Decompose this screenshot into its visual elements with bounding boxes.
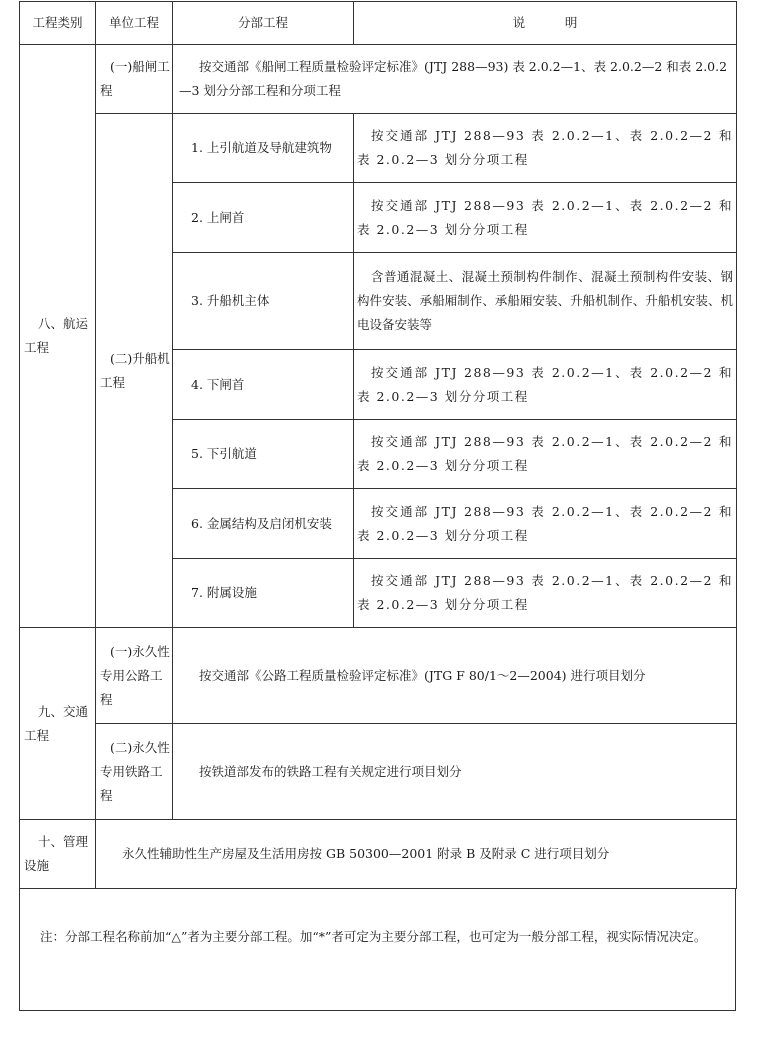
description-cell: 按交通部 JTJ 288—93 表 2.0.2—1、表 2.0.2—2 和表 2.0.2—3 划分分项工程 — [354, 420, 737, 489]
unit-cell-ship-lift: (二)升船机工程 — [96, 114, 173, 628]
header-part: 分部工程 — [173, 2, 354, 45]
part-cell: 4. 下闸首 — [173, 350, 354, 420]
part-cell: 6. 金属结构及启闭机安装 — [173, 489, 354, 559]
project-division-table — [19, 1, 737, 889]
header-unit: 单位工程 — [96, 2, 173, 45]
unit-cell-ship-lock: (一)船闸工程 — [96, 45, 173, 114]
description-cell: 按交通部 JTJ 288—93 表 2.0.2—1、表 2.0.2—2 和表 2.0.2—3 划分分项工程 — [354, 114, 737, 183]
header-description: 说 明 — [354, 2, 737, 45]
table-row — [20, 724, 737, 820]
document-page — [19, 1, 736, 1011]
description-cell: 按交通部 JTJ 288—93 表 2.0.2—1、表 2.0.2—2 和表 2.0.2—3 划分分项工程 — [354, 183, 737, 253]
description-cell-highway: 按交通部《公路工程质量检验评定标准》(JTG F 80/1～2—2004) 进行项目划分 — [173, 628, 737, 724]
table-note: 注：分部工程名称前加“△”者为主要分部工程。加“*”者可定为主要分部工程，也可定为一般分部工程，视实际情况决定。 — [19, 889, 736, 1011]
table-row — [20, 114, 737, 183]
header-category: 工程类别 — [20, 2, 96, 45]
table-row — [20, 820, 737, 889]
description-cell: 含普通混凝土、混凝土预制构件制作、混凝土预制构件安装、钢构件安装、承船厢制作、承船厢安装、升船机制作、升船机安装、机电设备安装等 — [354, 253, 737, 350]
description-cell: 按交通部 JTJ 288—93 表 2.0.2—1、表 2.0.2—2 和表 2.0.2—3 划分分项工程 — [354, 559, 737, 628]
unit-cell-railway: (二)永久性专用铁路工程 — [96, 724, 173, 820]
description-cell-railway: 按铁道部发布的铁路工程有关规定进行项目划分 — [173, 724, 737, 820]
description-cell: 按交通部 JTJ 288—93 表 2.0.2—1、表 2.0.2—2 和表 2.0.2—3 划分分项工程 — [354, 350, 737, 420]
table-header-row — [20, 2, 737, 45]
description-cell-ship-lock: 按交通部《船闸工程质量检验评定标准》(JTJ 288—93) 表 2.0.2—1、表 2.0.2—2 和表 2.0.2—3 划分分部工程和分项工程 — [173, 45, 737, 114]
part-cell: 3. 升船机主体 — [173, 253, 354, 350]
part-cell: 5. 下引航道 — [173, 420, 354, 489]
category-cell-10: 十、管理设施 — [20, 820, 96, 889]
part-cell: 7. 附属设施 — [173, 559, 354, 628]
part-cell: 1. 上引航道及导航建筑物 — [173, 114, 354, 183]
table-row — [20, 45, 737, 114]
category-cell-8: 八、航运工程 — [20, 45, 96, 628]
table-row — [20, 628, 737, 724]
description-cell-facilities: 永久性辅助性生产房屋及生活用房按 GB 50300—2001 附录 B 及附录 C 进行项目划分 — [96, 820, 737, 889]
category-cell-9: 九、交通工程 — [20, 628, 96, 820]
unit-cell-highway: (一)永久性专用公路工程 — [96, 628, 173, 724]
part-cell: 2. 上闸首 — [173, 183, 354, 253]
description-cell: 按交通部 JTJ 288—93 表 2.0.2—1、表 2.0.2—2 和表 2.0.2—3 划分分项工程 — [354, 489, 737, 559]
